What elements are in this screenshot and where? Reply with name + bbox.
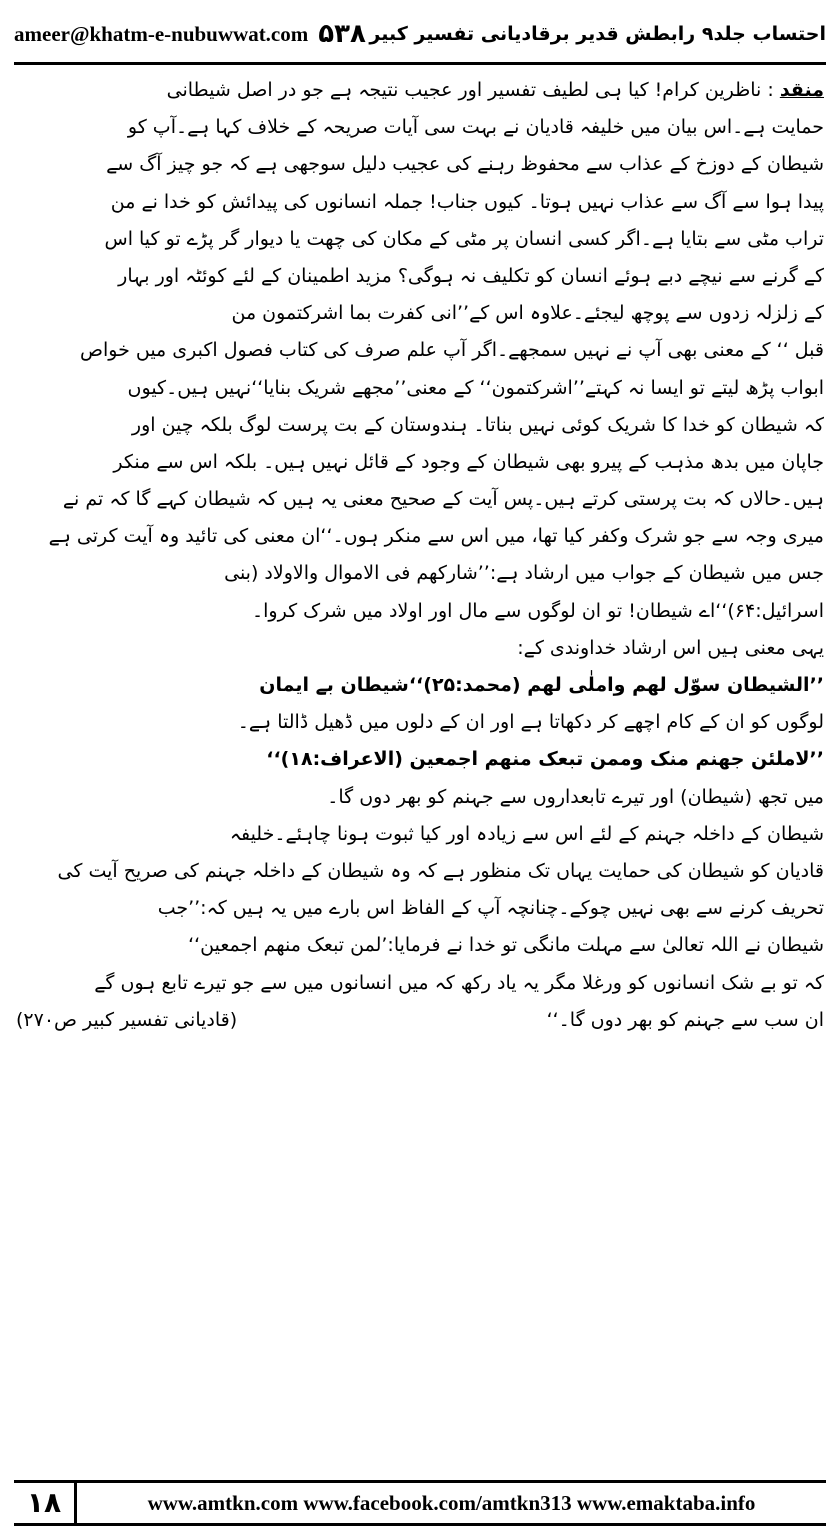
body-line: میں تجھ (شیطان) اور تیرے تابعداروں سے جہنم کو بھر دوں گا۔: [327, 785, 824, 808]
body-line: [16, 72, 824, 109]
body-line: یہی معنی ہیں اس ارشاد خداوندی کے:: [517, 636, 824, 659]
body-line: شیطان نے اللہ تعالیٰ سے مہلت مانگی تو خدا نے فرمایا:’لمن تبعک منھم اجمعین‘‘: [188, 934, 824, 957]
citation: (قادیانی تفسیر کبیر ص۲۷۰): [16, 1008, 238, 1031]
body-line: جس میں شیطان کے جواب میں ارشاد ہے:’’شارکھم فی الاموال والاولاد (بنی: [224, 562, 824, 585]
body-line: اسرائیل:۶۴)‘‘اے شیطان! تو ان لوگوں سے مال اور اولاد میں شرک کروا۔: [252, 599, 824, 622]
body-line: کہ تو بے شک انسانوں کو ورغلا مگر یہ یاد رکھ کہ میں انسانوں میں سے جو تیرے تابع ہوں گے: [94, 971, 824, 994]
footer-page-number: ۱۸: [14, 1483, 77, 1523]
body-line-last: [16, 1002, 824, 1039]
body-line: حمایت ہے۔اس بیان میں خلیفہ قادیان نے بہت سی آیات صریحہ کے خلاف کہا ہے۔آپ کو: [127, 116, 824, 139]
running-title: احتساب جلد۹ رابطش قدیر برقادیانی تفسیر کبیر: [369, 23, 826, 45]
header-email[interactable]: ameer@khatm-e-nubuwwat.com: [14, 21, 309, 46]
body-line: شیطان کے دوزخ کے عذاب سے محفوظ رہنے کی عجیب دلیل سوجھی ہے کہ جو چیز آگ سے: [106, 153, 824, 176]
body-line: میری وجہ سے جو شرک وکفر کیا تھا، میں اس سے منکر ہوں۔‘‘ان معنی کی تائید وہ آیت کرتی ہے: [48, 525, 824, 548]
body-line: کے زلزلہ زدوں سے پوچھ لیجئے۔علاوہ اس کے’’انی کفرت بما اشرکتمون من: [231, 302, 824, 325]
body-line-text: ان سب سے جہنم کو بھر دوں گا۔‘‘: [546, 1008, 824, 1031]
body-line: قبل ‘‘ کے معنی بھی آپ نے نہیں سمجھے۔اگر آپ علم صرف کی کتاب فصول اکبری میں خواص: [80, 339, 824, 362]
body-line: کہ شیطان کو خدا کا شریک کوئی نہیں بناتا۔ ہندوستان کے بت پرست لوگ بلکہ چین اور: [131, 413, 824, 436]
body-line: تحریف کرنے سے بھی نہیں چوکے۔چنانچہ آپ کے الفاظ اس بارے میں یہ ہیں کہ:’’جب: [157, 897, 824, 920]
quran-verse-line: ’’لاملئن جھنم منک وممن تبعک منھم اجمعین (الاعراف:۱۸)‘‘: [266, 748, 824, 771]
page-body: [16, 72, 824, 1462]
footer-urls[interactable]: www.amtkn.com www.facebook.com/amtkn313 www.emaktaba.info: [147, 1490, 756, 1515]
quran-verse-line: ’’الشیطان سوّل لھم واملٰی لھم (محمد:۲۵)‘‘شیطان بے ایمان: [259, 674, 824, 696]
body-line: ہیں۔حالاں کہ بت پرستی کرتے ہیں۔پس آیت کے صحیح معنی یہ ہیں کہ شیطان کہے گا کہ تم نے: [62, 488, 824, 511]
body-line: تراب مٹی سے بتایا ہے۔اگر کسی انسان پر مٹی کے مکان کی چھت یا دیوار گر پڑے تو کیا اس: [104, 227, 824, 250]
header-left: [14, 19, 366, 49]
body-line: پیدا ہوا سے آگ سے عذاب نہیں ہوتا۔ کیوں جناب! جملہ انسانوں کی پیدائش کو خدا نے من: [110, 190, 824, 213]
body-line: کے گرنے سے نیچے دبے ہوئے انسان کو تکلیف نہ ہوگی؟ مزید اطمینان کے لئے کوئٹہ اور بہار: [118, 264, 824, 287]
body-line-text: : ناظرین کرام! کیا ہی لطیف تفسیر اور عجیب نتیجہ ہے جو در اصل شیطانی: [166, 79, 774, 101]
body-line: جاپان میں بدھ مذہب کے پیرو بھی شیطان کے وجود کے قائل نہیں ہیں۔ بلکہ اس سے منکر: [113, 450, 824, 473]
header-page-number: ۵۳۸: [318, 19, 366, 49]
body-line: قادیان کو شیطان کی حمایت یہاں تک منظور ہے کہ وہ شیطان کے داخلہ جہنم کی صریح آیت کی: [57, 859, 824, 882]
body-line: شیطان کے داخلہ جہنم کے لئے اس سے زیادہ اور کیا ثبوت ہونا چاہئے۔خلیفہ: [229, 822, 824, 845]
page-header: [14, 10, 826, 58]
critic-label: منقد: [779, 79, 824, 101]
body-line: لوگوں کو ان کے کام اچھے کر دکھاتا ہے اور ان کے دلوں میں ڈھیل ڈالتا ہے۔: [237, 711, 824, 734]
header-divider: [14, 62, 826, 65]
body-line: ابواب پڑھ لیتے تو ایسا نہ کہتے’’اشرکتمون‘‘ کے معنی’’مجھے شریک بنایا‘‘نہیں ہیں۔کیوں: [127, 376, 824, 399]
page-footer: [14, 1480, 826, 1526]
